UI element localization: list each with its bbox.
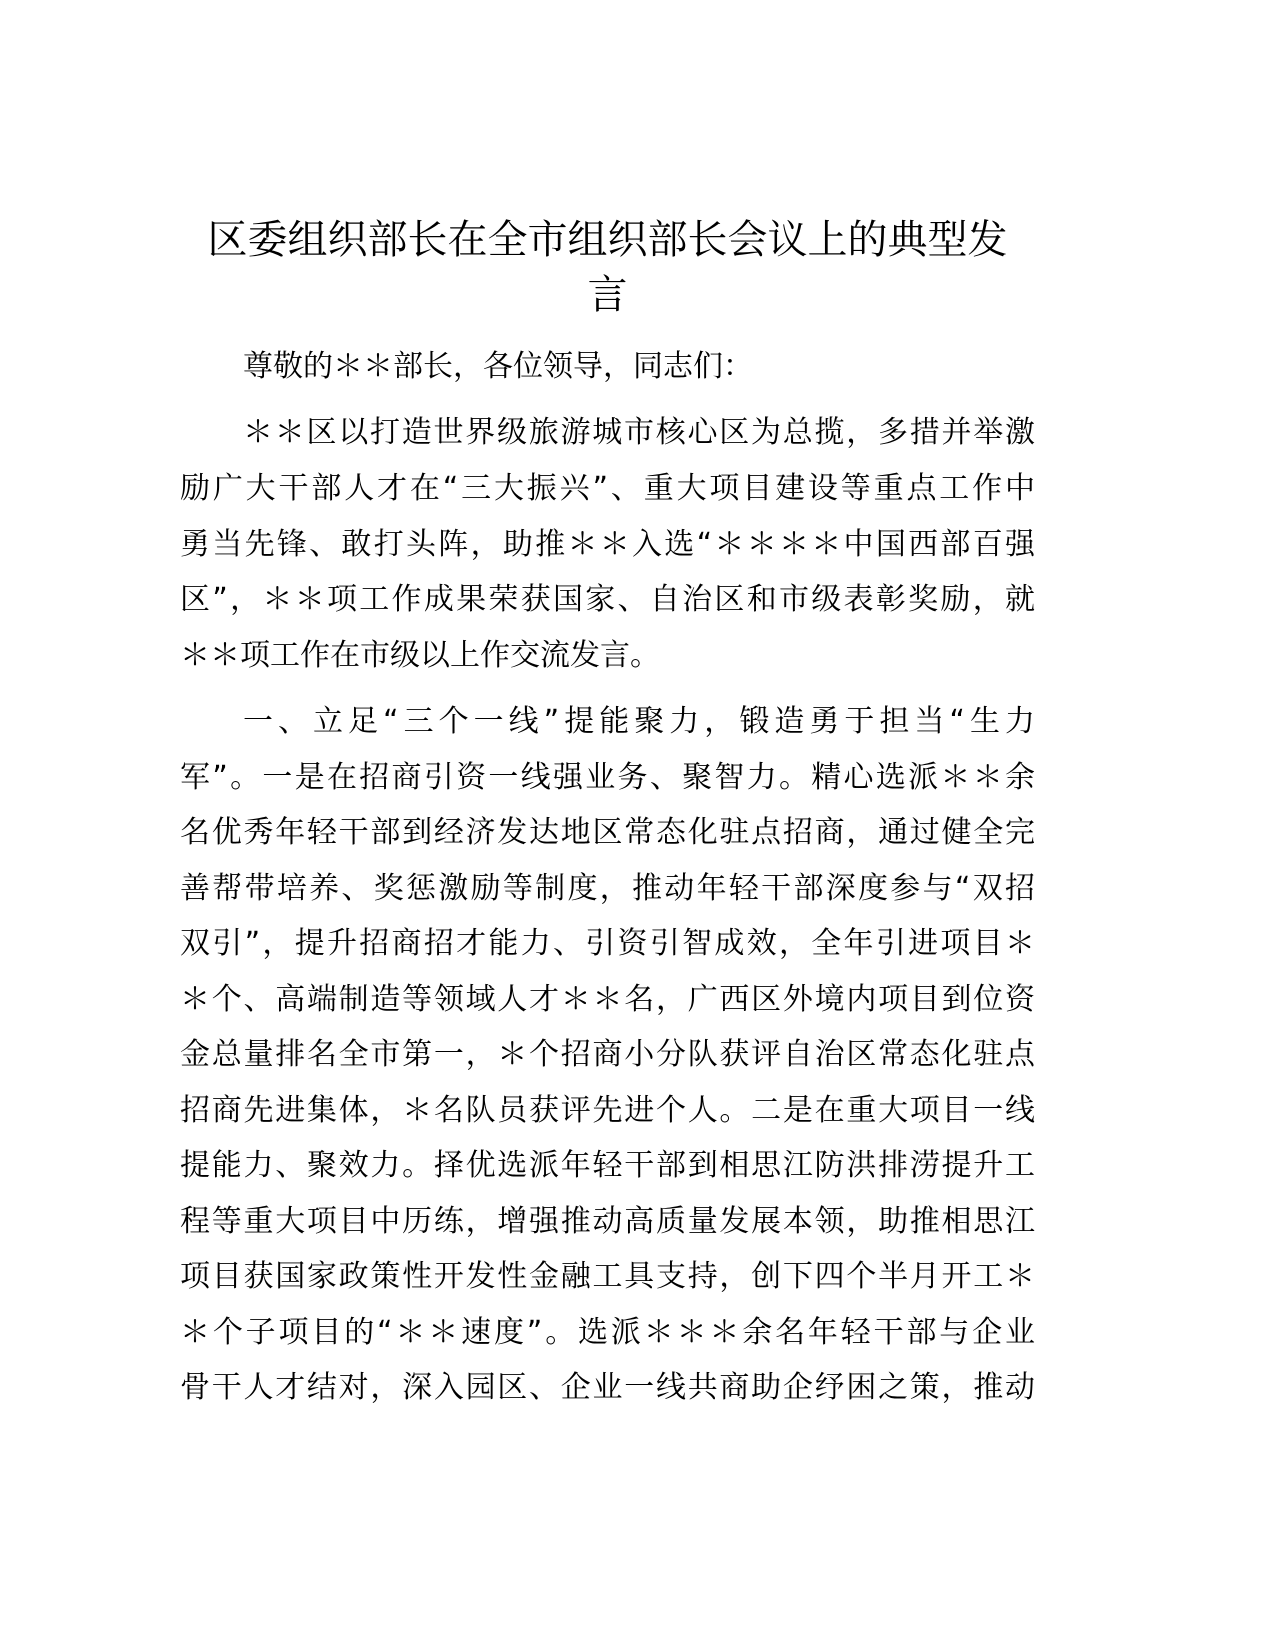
paragraph-line: 项目获国家政策性开发性金融工具支持，创下四个半月开工＊ xyxy=(180,1259,1035,1294)
paragraph-line: 程等重大项目中历练，增强推动高质量发展本领，助推相思江 xyxy=(180,1204,1035,1239)
paragraph-line: 金总量排名全市第一，＊个招商小分队获评自治区常态化驻点 xyxy=(180,1037,1035,1072)
document-title-line-1: 区委组织部长在全市组织部长会议上的典型发 xyxy=(207,217,1008,263)
paragraph-line: 军”。一是在招商引资一线强业务、聚智力。精心选派＊＊余 xyxy=(180,760,1035,795)
salutation: 尊敬的＊＊部长，各位领导，同志们： xyxy=(243,349,753,384)
paragraph-line: ＊个子项目的“＊＊速度”。选派＊＊＊余名年轻干部与企业 xyxy=(180,1315,1035,1350)
paragraph-line: 善帮带培养、奖惩激励等制度，推动年轻干部深度参与“双招 xyxy=(180,871,1035,906)
paragraph-line: ＊个、高端制造等领域人才＊＊名，广西区外境内项目到位资 xyxy=(180,982,1035,1017)
paragraph-line: 骨干人才结对，深入园区、企业一线共商助企纾困之策，推动 xyxy=(180,1370,1035,1405)
paragraph-line: 提能力、聚效力。择优选派年轻干部到相思江防洪排涝提升工 xyxy=(180,1148,1035,1183)
document-title-line-2: 言 xyxy=(587,272,628,318)
paragraph-line: 励广大干部人才在“三大振兴”、重大项目建设等重点工作中 xyxy=(180,471,1035,506)
paragraph-line: 一、立足“三个一线”提能聚力，锻造勇于担当“生力 xyxy=(243,704,1035,739)
paragraph-line: 招商先进集体，＊名队员获评先进个人。二是在重大项目一线 xyxy=(180,1093,1035,1128)
paragraph-line: 双引”，提升招商招才能力、引资引智成效，全年引进项目＊ xyxy=(180,926,1035,961)
paragraph-line: 名优秀年轻干部到经济发达地区常态化驻点招商，通过健全完 xyxy=(180,815,1035,850)
paragraph-line: ＊＊区以打造世界级旅游城市核心区为总揽，多措并举激 xyxy=(243,415,1035,450)
paragraph-line: 勇当先锋、敢打头阵，助推＊＊入选“＊＊＊＊中国西部百强 xyxy=(180,527,1035,562)
paragraph-line: 区”，＊＊项工作成果荣获国家、自治区和市级表彰奖励，就 xyxy=(180,582,1035,617)
paragraph-line: ＊＊项工作在市级以上作交流发言。 xyxy=(180,638,660,673)
